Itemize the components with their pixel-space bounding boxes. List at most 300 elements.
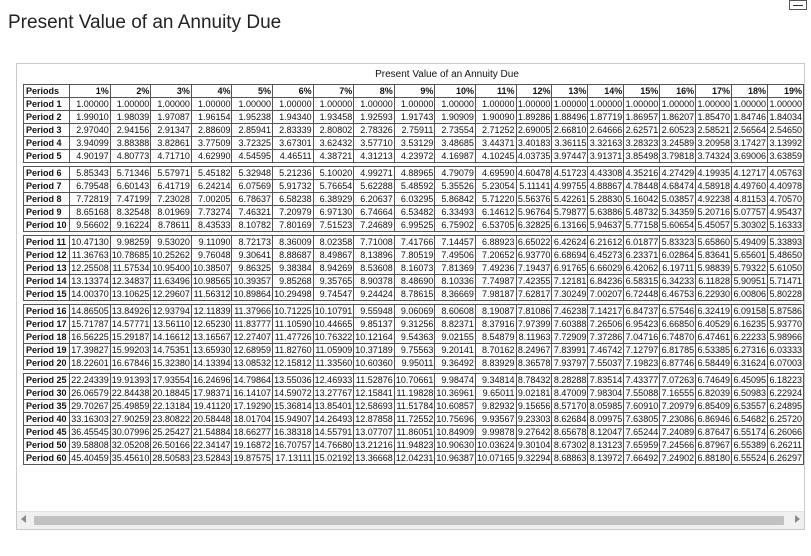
table-cell: 1.91743 <box>394 111 435 124</box>
table-row <box>24 452 804 465</box>
rate-header: 18% <box>732 85 768 98</box>
table-cell: 19.41120 <box>191 400 232 413</box>
table-cell: 4.35216 <box>625 167 659 178</box>
table-cell: 7.83991 <box>553 344 587 355</box>
table-cell: 5.71220 <box>475 193 516 206</box>
table-cell: 5.91732 <box>273 180 314 193</box>
table-cell: 3.79818 <box>661 150 695 161</box>
horizontal-scrollbar[interactable] <box>17 511 804 529</box>
table-cell: 6.57546 <box>661 305 695 316</box>
table-cell: 10.07165 <box>476 452 515 463</box>
table-cell: 1.00000 <box>475 98 516 111</box>
table-cell: 8.65678 <box>553 426 587 437</box>
table-cell: 8.09975 <box>589 413 623 424</box>
table-cell: 8.78611 <box>151 219 192 232</box>
table-cell: 7.24566 <box>661 439 695 450</box>
table-cell: 5.63886 <box>589 206 623 217</box>
table-cell: 6.32419 <box>697 305 731 316</box>
table-cell: 11.83777 <box>232 318 273 331</box>
table-cell: 14.13394 <box>192 357 231 368</box>
table-cell: 7.49236 <box>475 262 516 275</box>
table-cell: 11.19828 <box>394 387 435 400</box>
table-cell: 13.27767 <box>314 387 353 398</box>
table-cell: 4.68474 <box>661 180 695 191</box>
table-cell: 27.90259 <box>111 413 150 424</box>
table-cell: 10.29498 <box>274 288 312 299</box>
table-cell: 6.41719 <box>151 180 192 193</box>
table-cell: 8.49867 <box>313 249 354 262</box>
table-cell: 9.32294 <box>517 452 551 463</box>
table-cell: 21.54884 <box>192 426 231 437</box>
table-cell: 5.20716 <box>697 206 731 217</box>
scroll-right-icon[interactable] <box>795 515 800 523</box>
table-cell: 15.32380 <box>152 357 190 368</box>
table-row <box>24 344 804 357</box>
table-cell: 6.74664 <box>354 206 395 219</box>
table-cell: 6.88180 <box>697 452 731 463</box>
table-cell: 5.16333 <box>769 219 802 230</box>
table-cell: 6.55524 <box>733 452 766 463</box>
table-cell: 10.89864 <box>233 288 272 299</box>
table-cell: 7.43377 <box>625 374 659 385</box>
table-cell: 11.47726 <box>273 331 314 344</box>
table-cell: 13.07707 <box>355 426 393 437</box>
table-cell: 7.72909 <box>553 331 587 342</box>
table-cell: 11.82760 <box>273 344 314 357</box>
table-cell: 7.98187 <box>475 288 516 301</box>
period-label: Period 30 <box>24 387 70 400</box>
table-cell: 7.97399 <box>517 318 551 329</box>
table-cell: 3.53129 <box>394 137 435 150</box>
table-cell: 1.92593 <box>354 111 395 124</box>
table-cell: 10.95400 <box>152 262 190 273</box>
table-cell: 4.31213 <box>354 150 395 163</box>
rate-header: 1% <box>70 85 111 98</box>
table-cell: 8.13972 <box>589 452 623 463</box>
table-cell: 8.16073 <box>394 262 435 275</box>
table-cell: 25.25427 <box>152 426 190 437</box>
table-cell: 7.41766 <box>394 236 435 249</box>
table-cell: 11.37966 <box>232 305 273 318</box>
table-cell: 13.55036 <box>274 374 312 385</box>
table-cell: 5.33893 <box>769 236 802 247</box>
table-cell: 4.99755 <box>553 180 587 191</box>
table-cell: 6.81785 <box>661 344 695 355</box>
table-cell: 13.16567 <box>192 331 231 342</box>
table-cell: 10.47130 <box>71 236 109 247</box>
table-cell: 5.07757 <box>733 206 766 217</box>
table-cell: 14.55791 <box>314 426 353 437</box>
rate-header: 5% <box>232 85 273 98</box>
table-cell: 9.95011 <box>394 357 435 370</box>
table-cell: 9.34814 <box>475 374 516 387</box>
table-row <box>24 305 804 318</box>
table-cell: 4.16987 <box>435 150 476 163</box>
table-cell: 14.57771 <box>111 318 150 329</box>
table-cell: 4.80773 <box>110 150 151 163</box>
table-cell: 18.01704 <box>233 413 272 424</box>
table-cell: 23.80822 <box>152 413 190 424</box>
table-cell: 8.19087 <box>475 305 516 318</box>
table-cell: 12.93794 <box>152 305 190 316</box>
table-cell: 7.60910 <box>625 400 659 411</box>
table-cell: 6.74870 <box>661 331 695 342</box>
table-cell: 7.30249 <box>553 288 587 299</box>
table-cell: 8.36669 <box>435 288 476 301</box>
table-cell: 9.98474 <box>435 374 476 387</box>
table-cell: 4.95437 <box>769 206 802 217</box>
table-cell: 7.81369 <box>435 262 476 275</box>
table-cell: 3.24589 <box>661 137 695 148</box>
table-cell: 4.69590 <box>475 167 516 180</box>
table-cell: 4.03735 <box>517 150 551 161</box>
table-cell: 3.28323 <box>625 137 659 148</box>
table-cell: 2.54650 <box>769 124 802 135</box>
table-cell: 2.69005 <box>517 124 551 135</box>
table-cell: 2.94156 <box>110 124 151 137</box>
table-cell: 12.58693 <box>355 400 393 411</box>
table-cell: 8.10782 <box>232 219 273 232</box>
table-cell: 10.76322 <box>314 331 353 342</box>
table-cell: 6.47461 <box>697 331 731 342</box>
minimize-button[interactable] <box>789 0 807 10</box>
period-label: Period 15 <box>24 288 70 301</box>
table-cell: 6.11828 <box>696 275 732 288</box>
table-cell: 10.25262 <box>152 249 190 260</box>
period-label: Period 50 <box>24 439 70 452</box>
table-cell: 6.19711 <box>660 262 696 275</box>
table-cell: 7.04716 <box>625 331 659 342</box>
table-cell: 6.02864 <box>661 249 695 260</box>
table-cell: 5.79322 <box>733 262 766 273</box>
table-cell: 12.46933 <box>314 374 353 385</box>
table-row <box>24 318 804 331</box>
table-row <box>24 439 804 452</box>
page-title: Present Value of an Annuity Due <box>8 12 282 33</box>
table-cell: 12.25508 <box>71 262 109 273</box>
rate-header: 2% <box>110 85 151 98</box>
table-cell: 5.61050 <box>769 262 802 273</box>
table-cell: 1.84746 <box>733 111 766 122</box>
table-cell: 25.49859 <box>111 400 150 411</box>
table-cell: 5.48650 <box>769 249 802 260</box>
table-cell: 7.46321 <box>232 206 273 219</box>
table-cell: 6.82039 <box>697 387 731 398</box>
table-cell: 9.86325 <box>232 262 273 275</box>
table-cell: 9.76048 <box>191 249 232 262</box>
table-cell: 2.88609 <box>191 124 232 137</box>
table-row <box>24 219 804 232</box>
table-cell: 7.62817 <box>517 288 551 299</box>
table-row <box>24 124 804 137</box>
period-label: Period 5 <box>24 150 70 163</box>
table-cell: 1.97087 <box>151 111 192 124</box>
table-row <box>24 206 804 219</box>
table-cell: 3.85498 <box>625 150 659 161</box>
table-cell: 5.23054 <box>475 180 516 193</box>
table-cell: 6.97130 <box>313 206 354 219</box>
table-cell: 2.85941 <box>232 124 273 137</box>
table-cell: 1.86207 <box>661 111 695 122</box>
table-frame <box>16 63 805 530</box>
table-cell: 22.84438 <box>111 387 150 398</box>
table-row <box>24 331 804 344</box>
table-cell: 13.85401 <box>314 400 353 411</box>
table-cell: 4.78448 <box>625 180 659 191</box>
table-cell: 9.54363 <box>394 331 435 344</box>
table-row <box>24 150 804 163</box>
table-cell: 22.34147 <box>192 439 231 450</box>
period-label: Period 2 <box>24 111 70 124</box>
table-row <box>24 167 804 180</box>
table-cell: 9.38384 <box>273 262 314 275</box>
table-cell: 6.87647 <box>697 426 731 437</box>
table-cell: 8.05985 <box>589 400 623 411</box>
rate-header: 16% <box>660 85 696 98</box>
table-cell: 10.44665 <box>314 318 353 329</box>
table-cell: 6.50983 <box>733 387 766 398</box>
table-cell: 18.22601 <box>71 357 109 368</box>
table-cell: 6.42062 <box>625 262 659 273</box>
table-cell: 1.00000 <box>661 98 695 109</box>
table-cell: 5.65601 <box>733 249 766 260</box>
table-cell: 5.11141 <box>516 180 552 193</box>
table-cell: 3.32163 <box>589 137 623 148</box>
table-cell: 8.13896 <box>354 249 395 262</box>
table-cell: 6.20637 <box>354 193 395 206</box>
table-cell: 2.80802 <box>313 124 354 137</box>
table-cell: 16.38318 <box>274 426 312 437</box>
table-cell: 5.45182 <box>191 167 232 180</box>
table-cell: 26.50166 <box>152 439 190 450</box>
table-cell: 5.85343 <box>70 167 111 180</box>
table-cell: 12.04231 <box>395 452 434 463</box>
table-cell: 5.45057 <box>697 219 731 230</box>
table-cell: 7.63805 <box>625 413 659 424</box>
table-cell: 17.93554 <box>152 374 190 385</box>
period-label: Period 14 <box>24 275 70 288</box>
table-cell: 10.60360 <box>355 357 393 368</box>
table-cell: 5.03857 <box>661 193 695 204</box>
table-row <box>24 180 804 193</box>
table-cell: 6.32825 <box>517 219 551 230</box>
table-cell: 7.20652 <box>475 249 516 262</box>
table-cell: 8.13123 <box>589 439 623 450</box>
table-cell: 3.72325 <box>232 137 273 150</box>
table-cell: 7.80519 <box>394 249 435 262</box>
table-cell: 2.58521 <box>697 124 731 135</box>
table-cell: 11.33560 <box>313 357 354 370</box>
table-cell: 33.16303 <box>71 413 109 424</box>
table-cell: 14.16612 <box>152 331 190 342</box>
scrollbar-thumb[interactable] <box>34 516 784 525</box>
table-cell: 6.58449 <box>697 357 731 368</box>
table-cell: 8.11963 <box>516 331 552 344</box>
rate-header: 17% <box>696 85 732 98</box>
table-cell: 3.91371 <box>589 150 623 161</box>
table-title: Present Value of an Annuity Due <box>375 69 519 80</box>
table-cell: 3.40183 <box>517 137 551 148</box>
table-cell: 9.15656 <box>517 400 551 411</box>
table-cell: 2.64666 <box>589 124 623 135</box>
table-cell: 7.23086 <box>661 413 695 424</box>
table-cell: 7.24689 <box>354 219 395 232</box>
period-label: Period 4 <box>24 137 70 150</box>
table-cell: 6.24214 <box>191 180 232 193</box>
table-cell: 6.34233 <box>661 275 695 286</box>
table-cell: 8.82371 <box>435 318 476 331</box>
table-cell: 8.60608 <box>435 305 476 318</box>
table-cell: 11.86051 <box>394 426 435 439</box>
table-cell: 6.13166 <box>553 219 587 230</box>
rate-header: 14% <box>588 85 624 98</box>
table-cell: 7.55037 <box>589 357 623 368</box>
table-cell: 15.29187 <box>111 331 150 342</box>
period-label: Period 16 <box>24 305 70 318</box>
table-row <box>24 374 804 387</box>
table-cell: 1.00000 <box>273 98 314 111</box>
table-cell: 9.16224 <box>110 219 151 232</box>
table-cell: 8.70162 <box>475 344 516 357</box>
table-cell: 9.75563 <box>394 344 435 357</box>
table-cell: 3.57710 <box>354 137 395 150</box>
table-cell: 1.99010 <box>70 111 111 124</box>
table-cell: 7.00205 <box>191 193 232 206</box>
table-cell: 6.00806 <box>733 288 766 299</box>
table-cell: 11.51784 <box>394 400 435 413</box>
table-cell: 8.78432 <box>517 374 551 385</box>
table-cell: 5.21236 <box>273 167 314 180</box>
table-cell: 7.14217 <box>589 305 623 316</box>
table-cell: 9.98259 <box>110 236 151 249</box>
period-label: Period 11 <box>24 236 70 249</box>
table-cell: 7.83514 <box>589 374 623 385</box>
table-cell: 13.21216 <box>355 439 393 450</box>
rate-header: 12% <box>516 85 552 98</box>
table-cell: 6.23371 <box>625 249 659 260</box>
table-cell: 9.56602 <box>70 219 111 232</box>
table-cell: 8.43533 <box>191 219 232 232</box>
table-cell: 10.70661 <box>395 374 434 385</box>
rate-header: 15% <box>624 85 660 98</box>
table-cell: 7.73274 <box>191 206 232 219</box>
scroll-left-icon[interactable] <box>21 515 26 523</box>
table-cell: 4.88867 <box>589 180 623 191</box>
table-cell: 6.14612 <box>475 206 516 219</box>
table-cell: 8.10336 <box>435 275 476 288</box>
table-cell: 1.00000 <box>110 98 151 111</box>
period-label: Period 7 <box>24 180 70 193</box>
table-cell: 6.79548 <box>70 180 111 193</box>
table-cell: 1.00000 <box>232 98 273 111</box>
table-cell: 6.60143 <box>110 180 151 193</box>
table-cell: 5.35526 <box>435 180 476 193</box>
table-cell: 9.85268 <box>273 275 314 288</box>
table-cell: 5.87586 <box>769 305 802 316</box>
table-cell: 6.75902 <box>435 219 476 232</box>
table-cell: 5.94637 <box>589 219 623 230</box>
table-cell: 8.88687 <box>273 249 314 262</box>
period-label: Period 8 <box>24 193 70 206</box>
table-cell: 5.42261 <box>553 193 587 204</box>
table-cell: 9.23303 <box>517 413 551 424</box>
table-cell: 6.53557 <box>733 400 766 411</box>
table-cell: 7.24902 <box>661 452 695 463</box>
table-cell: 10.12164 <box>355 331 393 342</box>
table-cell: 1.00000 <box>517 98 551 109</box>
table-cell: 3.82861 <box>151 137 192 150</box>
table-cell: 11.05909 <box>313 344 354 357</box>
table-cell: 8.57170 <box>553 400 587 411</box>
table-cell: 9.06069 <box>394 305 435 318</box>
period-label: Period 40 <box>24 413 70 426</box>
table-cell: 10.98565 <box>192 275 231 286</box>
table-cell: 10.96387 <box>436 452 474 463</box>
table-row <box>24 288 804 301</box>
table-cell: 6.53482 <box>394 206 435 219</box>
table-cell: 5.77158 <box>625 219 659 230</box>
period-label: Period 25 <box>24 374 70 387</box>
table-cell: 9.31256 <box>394 318 435 331</box>
table-cell: 6.22930 <box>697 288 731 299</box>
table-cell: 17.39827 <box>71 344 109 355</box>
table-cell: 7.71008 <box>354 236 395 249</box>
table-cell: 10.60857 <box>436 400 474 411</box>
table-cell: 23.52843 <box>192 452 231 463</box>
table-cell: 14.59072 <box>274 387 312 398</box>
table-cell: 3.36115 <box>552 137 588 150</box>
table-cell: 5.60654 <box>661 219 695 230</box>
table-cell: 39.58808 <box>71 439 109 450</box>
table-cell: 3.20958 <box>697 137 731 148</box>
table-cell: 5.71346 <box>110 167 151 180</box>
table-cell: 3.69006 <box>733 150 766 161</box>
table-cell: 6.87967 <box>697 439 731 450</box>
table-cell: 1.00000 <box>313 98 354 111</box>
table-cell: 2.75911 <box>394 124 435 137</box>
table-cell: 8.37916 <box>475 318 516 331</box>
period-label: Period 35 <box>24 400 70 413</box>
table-cell: 32.05208 <box>111 439 150 450</box>
header-row <box>24 85 804 98</box>
table-cell: 15.71787 <box>71 318 109 329</box>
table-cell: 8.02358 <box>313 236 354 249</box>
table-cell: 10.36961 <box>436 387 474 398</box>
table-cell: 11.94823 <box>394 439 435 452</box>
table-cell: 22.24339 <box>71 374 109 385</box>
table-cell: 28.50583 <box>152 452 190 463</box>
table-cell: 3.13992 <box>769 137 802 148</box>
table-cell: 5.48732 <box>625 206 659 217</box>
table-cell: 5.71471 <box>769 275 802 286</box>
table-cell: 3.94099 <box>70 137 111 150</box>
table-cell: 6.58315 <box>625 275 659 286</box>
table-cell: 1.96154 <box>191 111 232 124</box>
table-cell: 7.80169 <box>273 219 314 232</box>
table-cell: 9.20141 <box>435 344 476 357</box>
table-cell: 5.57971 <box>151 167 192 180</box>
table-cell: 11.57534 <box>110 262 151 275</box>
table-row <box>24 357 804 370</box>
table-cell: 35.45610 <box>111 452 150 463</box>
table-cell: 1.87719 <box>589 111 623 122</box>
table-cell: 6.72448 <box>625 288 659 299</box>
table-cell: 7.81086 <box>517 305 551 316</box>
table-cell: 4.38721 <box>313 150 354 163</box>
rate-header: 8% <box>354 85 395 98</box>
table-cell: 6.45095 <box>733 374 766 385</box>
table-cell: 6.01877 <box>625 236 659 247</box>
